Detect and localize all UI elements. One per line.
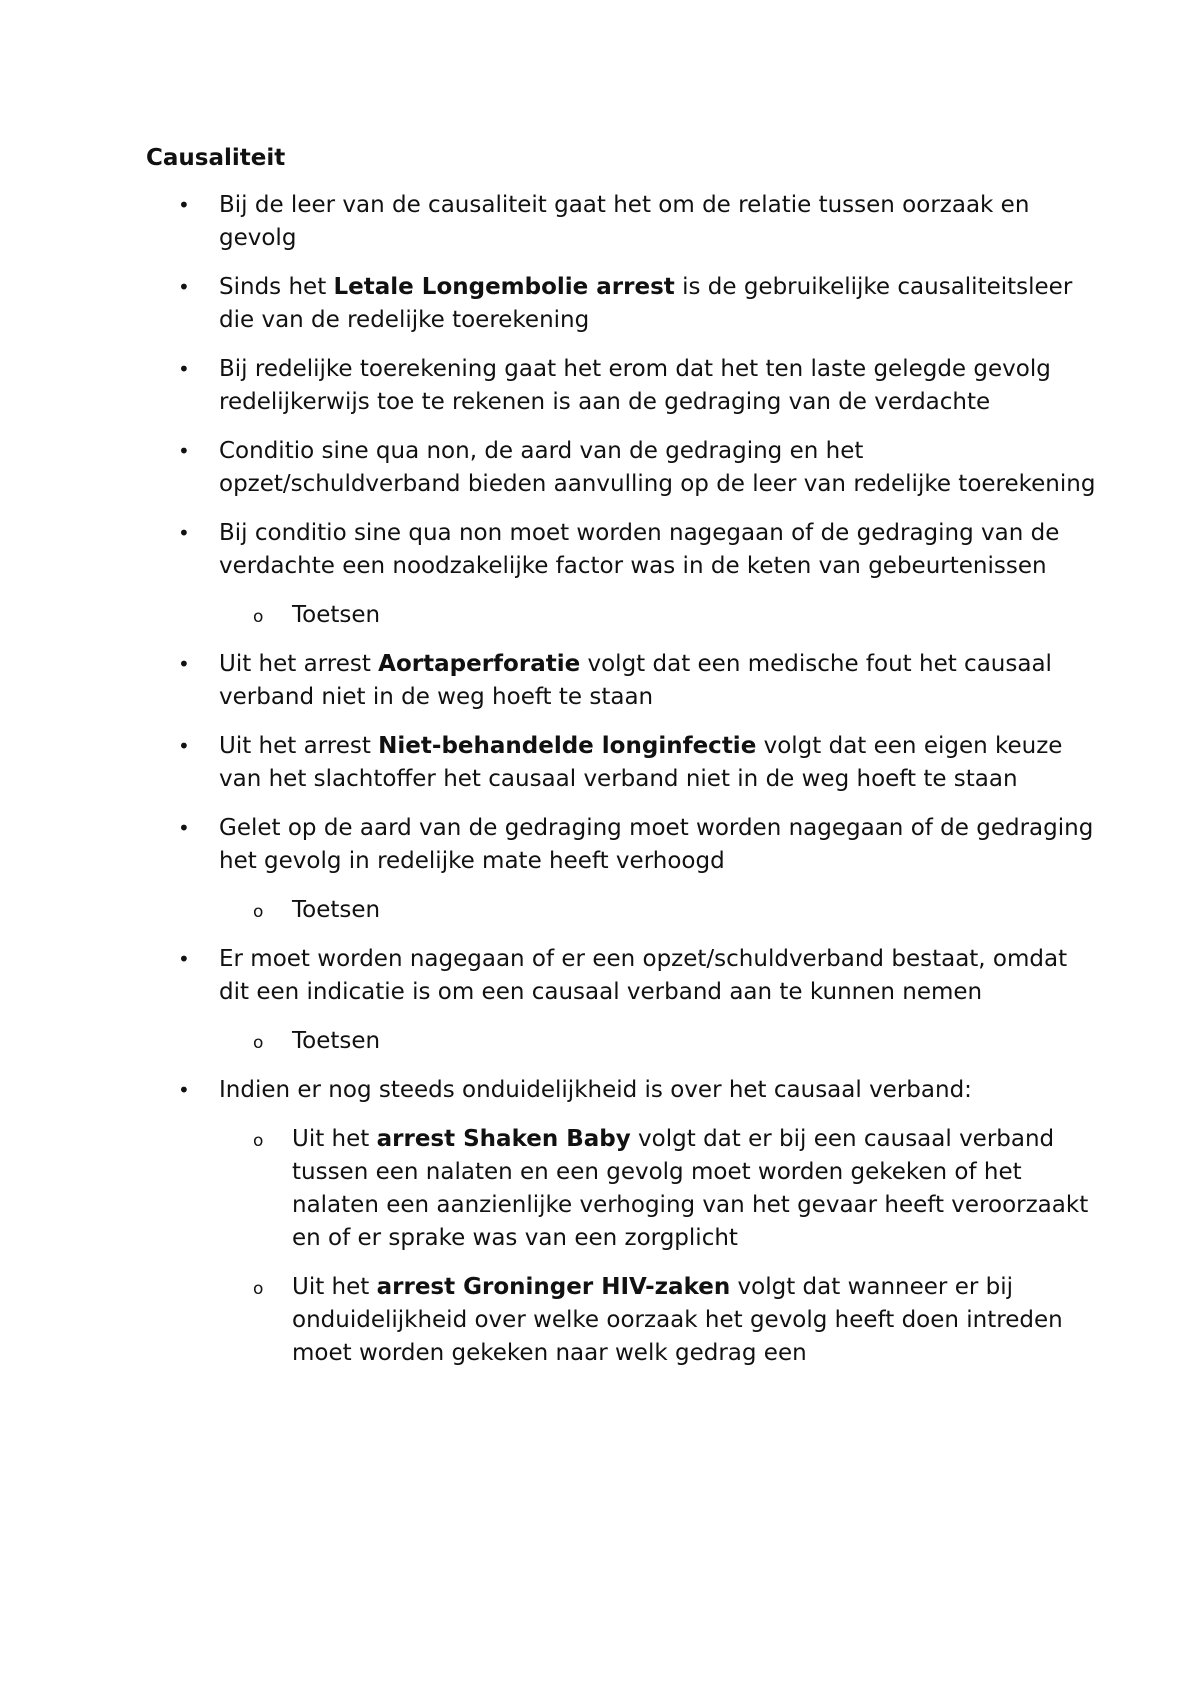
list-item-text: Conditio sine qua non, de aard van de gedraging en het opzet/schuldverband bieden aanvulling op de leer van redelijke toerekening: [219, 438, 1096, 497]
bullet-icon: •: [178, 439, 190, 463]
sub-list-item-text: Toetsen: [292, 897, 381, 923]
bullet-icon: •: [178, 1078, 190, 1102]
sub-list-item: [219, 1025, 1100, 1058]
list-item: [146, 648, 1100, 714]
sub-bullet-list: [219, 599, 1100, 632]
sub-bullet-list: [219, 894, 1100, 927]
bullet-icon: •: [178, 652, 190, 676]
bullet-icon: •: [178, 734, 190, 758]
list-item-text-post: volgt dat een eigen keuze van het slachtoffer het causaal verband niet in de weg hoeft te staan: [219, 733, 1063, 792]
document-title: Causaliteit: [146, 145, 286, 171]
list-item: [146, 435, 1100, 501]
list-item-text-post: volgt dat een medische fout het causaal verband niet in de weg hoeft te staan: [219, 651, 1052, 710]
case-name-bold: arrest Groninger HIV-zaken: [376, 1274, 731, 1300]
list-item: [146, 517, 1100, 632]
list-item-text-post: is de gebruikelijke causaliteitsleer die van de redelijke toerekening: [219, 274, 1073, 333]
list-item: [146, 271, 1100, 337]
sub-bullet-list: [219, 1025, 1100, 1058]
sub-list-item-text: Toetsen: [292, 1028, 381, 1054]
sub-list-item: [219, 894, 1100, 927]
list-item: [146, 189, 1100, 255]
list-item-text-pre: Uit het arrest: [219, 651, 379, 677]
list-item: [146, 943, 1100, 1058]
list-item-text: Gelet op de aard van de gedraging moet worden nagegaan of de gedraging het gevolg in redelijke mate heeft verhoogd: [219, 815, 1094, 874]
list-item: [146, 730, 1100, 796]
sub-list-item-text-post: volgt dat wanneer er bij onduidelijkheid over welke oorzaak het gevolg heeft doen intreden moet worden gekeken naar welk gedrag een: [292, 1274, 1063, 1366]
case-name-bold: arrest Shaken Baby: [376, 1126, 631, 1152]
list-item-text: Bij de leer van de causaliteit gaat het om de relatie tussen oorzaak en gevolg: [219, 192, 1030, 251]
list-item-text: Bij conditio sine qua non moet worden nagegaan of de gedraging van de verdachte een noodzakelijke factor was in de keten van gebeurtenissen: [219, 520, 1060, 579]
case-name-bold: Aortaperforatie: [378, 651, 581, 677]
bullet-icon: •: [178, 275, 190, 299]
sub-list-item-text-pre: Uit het: [292, 1274, 377, 1300]
case-name-bold: Niet-behandelde longinfectie: [378, 733, 757, 759]
bullet-list: [146, 189, 1100, 1370]
case-name-bold: Letale Longembolie arrest: [333, 274, 675, 300]
sub-list-item: [219, 1123, 1100, 1255]
sub-list-item-text-post: volgt dat er bij een causaal verband tussen een nalaten en een gevolg moet worden gekeken of het nalaten een aanzienlijke verhoging van het gevaar heeft veroorzaakt en of er sprake was van een zorgplicht: [292, 1126, 1089, 1251]
sub-bullet-icon: o: [253, 1033, 264, 1053]
list-item-text: Indien er nog steeds onduidelijkheid is over het causaal verband:: [219, 1077, 972, 1103]
sub-list-item-text: Toetsen: [292, 602, 381, 628]
sub-bullet-icon: o: [253, 1279, 264, 1299]
bullet-icon: •: [178, 193, 190, 217]
list-item-text-pre: Sinds het: [219, 274, 334, 300]
sub-bullet-icon: o: [253, 1131, 264, 1151]
list-item-text-pre: Uit het arrest: [219, 733, 379, 759]
list-item: [146, 1074, 1100, 1370]
sub-list-item: [219, 599, 1100, 632]
list-item-text: Er moet worden nagegaan of er een opzet/schuldverband bestaat, omdat dit een indicatie is om een causaal verband aan te kunnen nemen: [219, 946, 1068, 1005]
bullet-icon: •: [178, 357, 190, 381]
sub-bullet-list: [219, 1123, 1100, 1370]
sub-list-item: [219, 1271, 1100, 1370]
sub-list-item-text-pre: Uit het: [292, 1126, 377, 1152]
list-item: [146, 812, 1100, 927]
bullet-icon: •: [178, 816, 190, 840]
sub-bullet-icon: o: [253, 902, 264, 922]
bullet-icon: •: [178, 521, 190, 545]
list-item: [146, 353, 1100, 419]
sub-bullet-icon: o: [253, 607, 264, 627]
list-item-text: Bij redelijke toerekening gaat het erom dat het ten laste gelegde gevolg redelijkerwijs toe te rekenen is aan de gedraging van de verdachte: [219, 356, 1051, 415]
bullet-icon: •: [178, 947, 190, 971]
